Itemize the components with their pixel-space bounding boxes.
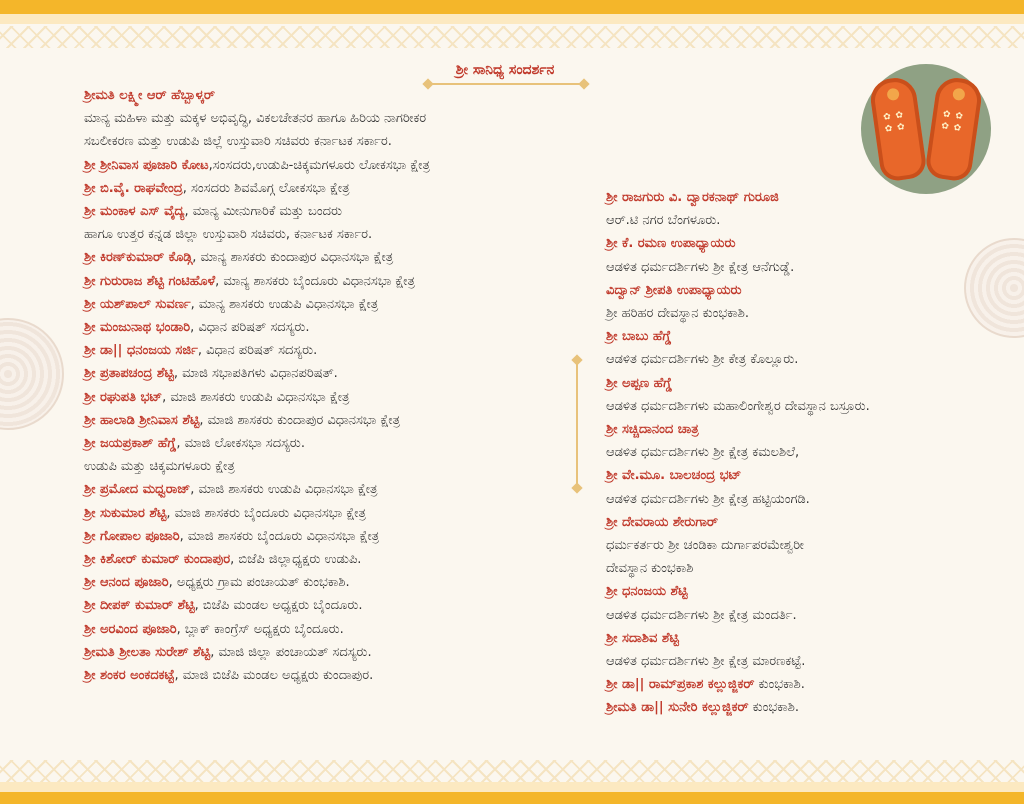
mandala-ornament-icon [0, 318, 64, 430]
right-column [606, 186, 1006, 720]
entry-heading-line [606, 279, 1006, 302]
entry-heading-line [84, 362, 584, 385]
person-entry [84, 339, 584, 362]
person-entry [84, 200, 584, 246]
person-description: ದೇವಸ್ಥಾನ ಕುಂಭಕಾಶಿ [606, 561, 694, 577]
person-entry [606, 511, 1006, 581]
person-name: ಶ್ರೀ ಡಾ|| ರಾಮ್‌ಪ್ರಕಾಶ ಕಲ್ಲುಜ್ಜಿಕರ್ [606, 677, 755, 693]
entry-heading-line [84, 293, 584, 316]
person-title: , ಮಾನ್ಯ ಶಾಸಕರು ಕುಂದಾಪುರ ವಿಧಾನಸಭಾ ಕ್ಷೇತ್ರ [192, 250, 394, 266]
person-description: ಆಡಳಿತ ಧರ್ಮದರ್ಶಿಗಳು ಮಹಾಲಿಂಗೇಶ್ವರ ದೇವಸ್ಥಾನ ಬಸ್ರೂರು. [606, 398, 870, 414]
page-title: ಶ್ರೀ ಸಾನಿಧ್ಯ ಸಂದರ್ಶನ [455, 62, 555, 78]
entry-heading-line [606, 418, 1006, 441]
person-entry [84, 641, 584, 664]
right-paduka-icon: ✿ ✿ ✿ ✿ [924, 75, 984, 182]
entry-heading-line [606, 372, 1006, 395]
entry-heading-line [84, 525, 584, 548]
entry-heading-line [84, 618, 584, 641]
person-entry [84, 293, 584, 316]
entry-heading-line [84, 571, 584, 594]
person-entry [606, 418, 1006, 464]
person-name: ಶ್ರೀ ಹಾಲಾಡಿ ಶ್ರೀನಿವಾಸ ಶೆಟ್ಟಿ [84, 412, 200, 428]
person-title: ,ಸಂಸದರು,ಉಡುಪಿ-ಚಿಕ್ಕಮಗಳೂರು ಲೋಕಸಭಾ ಕ್ಷೇತ್ರ [208, 157, 430, 173]
person-name: ಶ್ರೀ ಸಚ್ಚಿದಾನಂದ ಚಾತ್ರ [606, 422, 699, 438]
person-description: ಹಾಗೂ ಉತ್ತರ ಕನ್ನಡ ಜಿಲ್ಲಾ ಉಸ್ತುವಾರಿ ಸಚಿವರು, ಕರ್ನಾಟಕ ಸರ್ಕಾರ. [84, 227, 373, 243]
person-name: ಶ್ರೀ ಧನಂಜಯ ಶೆಟ್ಟಿ [606, 584, 688, 600]
person-entry [84, 664, 584, 687]
person-name: ಶ್ರೀ ಗೋಪಾಲ ಪೂಜಾರಿ [84, 528, 180, 544]
entry-heading-line [606, 696, 1006, 719]
top-border-inner [0, 14, 1024, 24]
person-name: ಶ್ರೀ ಬಾಬು ಹೆಗ್ಡೆ [606, 329, 672, 345]
person-name: ಶ್ರೀ ದೀಪಕ್ ಕುಮಾರ್ ಶೆಟ್ಟಿ [84, 598, 195, 614]
person-entry [84, 478, 584, 501]
person-entry [84, 270, 584, 293]
entry-heading-line [84, 502, 584, 525]
person-title: , ವಿಧಾನ ಪರಿಷತ್ ಸದಸ್ಯರು. [197, 343, 318, 359]
person-name: ಶ್ರೀ ಪ್ರತಾಪಚಂದ್ರ ಶೆಟ್ಟಿ [84, 366, 174, 382]
left-column [84, 84, 584, 687]
person-entry [84, 84, 584, 154]
person-name: ಶ್ರೀ ಜಯಪ್ರಕಾಶ್ ಹೆಗ್ಡೆ [84, 436, 177, 452]
person-title: , ಮಾಜಿ ಜಿಲ್ಲಾ ಪಂಚಾಯತ್ ಸದಸ್ಯರು. [210, 644, 372, 660]
entry-heading-line [84, 246, 584, 269]
person-entry [84, 618, 584, 641]
entry-heading-line [84, 664, 584, 687]
person-title: , ಅಧ್ಯಕ್ಷರು ಗ್ರಾಮ ಪಂಚಾಯತ್ ಕುಂಭಕಾಶಿ. [168, 575, 350, 591]
person-title: , ಮಾನ್ಯ ಮೀನುಗಾರಿಕೆ ಮತ್ತು ಬಂದರು [184, 204, 343, 220]
person-name: ಶ್ರೀ ವೇ.ಮೂ. ಬಾಲಚಂದ್ರ ಭಟ್ [606, 468, 742, 484]
bottom-border-inner [0, 782, 1024, 792]
person-entry [606, 232, 1006, 278]
person-name: ಶ್ರೀ ರಘುಪತಿ ಭಟ್ [84, 389, 163, 405]
person-name: ಶ್ರೀ ಪ್ರಮೋದ ಮಧ್ವರಾಜ್ [84, 482, 191, 498]
person-description: ಆಡಳಿತ ಧರ್ಮದರ್ಶಿಗಳು ಶ್ರೀ ಕ್ಷೇತ್ರ ಆನೆಗುಡ್ಡೆ. [606, 259, 795, 275]
person-name: ಶ್ರೀ ಕಿರಣ್‌ಕುಮಾರ್ ಕೊಡ್ಗಿ [84, 250, 193, 266]
person-title: , ಮಾಜಿ ಶಾಸಕರು ಉಡುಪಿ ವಿಧಾನಸಭಾ ಕ್ಷೇತ್ರ [162, 389, 350, 405]
person-title: , ಬಿಜೆಪಿ ಜಿಲ್ಲಾಧ್ಯಕ್ಷರು ಉಡುಪಿ. [230, 552, 362, 568]
person-entry [84, 548, 584, 571]
person-name: ಶ್ರೀ ಯಶ್‌ಪಾಲ್ ಸುವರ್ಣ [84, 296, 191, 312]
person-name: ಶ್ರೀ ರಾಜಗುರು ವಿ. ದ್ವಾರಕನಾಥ್ ಗುರೂಜಿ [606, 190, 779, 205]
person-description: ಆರ್.ಟಿ ನಗರ ಬೆಂಗಳೂರು. [606, 213, 721, 229]
person-entry [606, 186, 1006, 232]
entry-heading-line [84, 594, 584, 617]
person-title: , ಬಿಜೆಪಿ ಮಂಡಲ ಅಧ್ಯಕ್ಷರು ಬೈಂದೂರು. [194, 598, 363, 614]
entry-heading-line [84, 177, 584, 200]
person-description: ಆಡಳಿತ ಧರ್ಮದರ್ಶಿಗಳು ಶ್ರೀ ಕ್ಷೇತ್ರ ಮಂದರ್ತಿ. [606, 607, 797, 623]
person-title: , ಮಾಜಿ ಬಿಜೆಪಿ ಮಂಡಲ ಅಧ್ಯಕ್ಷರು ಕುಂದಾಪುರ. [174, 668, 374, 684]
person-name: ಶ್ರೀ ಕೆ. ರಮಣ ಉಪಾಧ್ಯಾಯರು [606, 236, 736, 252]
entry-heading-line [606, 186, 1006, 209]
person-name: ಶ್ರೀ ಬಿ.ವೈ. ರಾಘವೇಂದ್ರ [84, 180, 183, 196]
person-entry [84, 409, 584, 432]
person-title: ಕುಂಭಕಾಶಿ. [748, 700, 799, 716]
person-name: ಶ್ರೀಮತಿ ಲಕ್ಷ್ಮೀ ಆರ್ ಹೆಬ್ಬಾಳ್ಕರ್ [84, 88, 215, 103]
entry-heading-line [606, 464, 1006, 487]
person-title: , ಸಂಸದರು ಶಿವಮೊಗ್ಗ ಲೋಕಸಭಾ ಕ್ಷೇತ್ರ [182, 180, 350, 196]
person-title: , ಮಾನ್ಯ ಶಾಸಕರು ಉಡುಪಿ ವಿಧಾನಸಭಾ ಕ್ಷೇತ್ರ [190, 296, 379, 312]
person-title: , ಮಾಜಿ ಶಾಸಕರು ಬೈಂದೂರು ವಿಧಾನಸಭಾ ಕ್ಷೇತ್ರ [179, 528, 380, 544]
entry-heading-line [84, 548, 584, 571]
person-description: ಆಡಳಿತ ಧರ್ಮದರ್ಶಿಗಳು ಶ್ರೀ ಕ್ಷೇತ್ರ ಹಟ್ಟಿಯಂಗಡಿ. [606, 491, 810, 507]
top-lattice-pattern [0, 26, 1024, 48]
top-border-band [0, 0, 1024, 14]
person-title: , ವಿಧಾನ ಪರಿಷತ್ ಸದಸ್ಯರು. [190, 320, 310, 336]
person-description: ಉಡುಪಿ ಮತ್ತು ಚಿಕ್ಕಮಗಳೂರು ಕ್ಷೇತ್ರ [84, 459, 235, 475]
person-name: ಶ್ರೀಮತಿ ಶ್ರೀಲತಾ ಸುರೇಶ್ ಶೆಟ್ಟಿ [84, 644, 211, 660]
person-entry [84, 246, 584, 269]
person-name: ಶ್ರೀ ಶ್ರೀನಿವಾಸ ಪೂಜಾರಿ ಕೋಟ [84, 157, 209, 173]
person-name: ಶ್ರೀ ಸುಕುಮಾರ ಶೆಟ್ಟಿ [84, 505, 167, 521]
person-entry [606, 372, 1006, 418]
entry-heading-line [84, 641, 584, 664]
person-entry [606, 325, 1006, 371]
person-title: , ಮಾನ್ಯ ಶಾಸಕರು ಬೈಂದೂರು ವಿಧಾನಸಭಾ ಕ್ಷೇತ್ರ [215, 273, 415, 289]
person-name: ಶ್ರೀ ಮಂಜುನಾಥ ಭಂಡಾರಿ [84, 320, 191, 336]
person-title: , ಮಾಜಿ ಶಾಸಕರು ಕುಂದಾಪುರ ವಿಧಾನಸಭಾ ಕ್ಷೇತ್ರ [199, 412, 401, 428]
person-name: ಶ್ರೀ ಕಿಶೋರ್ ಕುಮಾರ್ ಕುಂದಾಪುರ [84, 552, 231, 568]
entry-heading-line [606, 673, 1006, 696]
person-entry [84, 594, 584, 617]
person-name: ಶ್ರೀ ಆನಂದ ಪೂಜಾರಿ [84, 575, 169, 591]
person-description: ಆಡಳಿತ ಧರ್ಮದರ್ಶಿಗಳು ಶ್ರೀ ಕೇತ್ರ ಕೊಲ್ಲೂರು. [606, 352, 799, 368]
person-name: ಶ್ರೀ ಡಾ|| ಧನಂಜಯ ಸರ್ಜಿ [84, 343, 198, 359]
person-name: ಶ್ರೀ ಸದಾಶಿವ ಶೆಟ್ಟಿ [606, 630, 679, 646]
person-entry [84, 154, 584, 177]
entry-heading-line [84, 432, 584, 455]
person-entry [84, 525, 584, 548]
person-title: ಕುಂಭಕಾಶಿ. [754, 677, 805, 693]
entry-heading-line [84, 409, 584, 432]
entry-heading-line [84, 154, 584, 177]
person-entry [84, 316, 584, 339]
entry-heading-line [606, 580, 1006, 603]
person-title: , ಮಾಜಿ ಲೋಕಸಭಾ ಸದಸ್ಯರು. [176, 436, 305, 452]
person-entry [84, 571, 584, 594]
person-description: ಆಡಳಿತ ಧರ್ಮದರ್ಶಿಗಳು ಶ್ರೀ ಕ್ಷೇತ್ರ ಕಮಲಶಿಲೆ, [606, 445, 800, 461]
paduka-icon [861, 64, 991, 194]
person-entry [84, 502, 584, 525]
person-description: ಧರ್ಮಕರ್ತರು ಶ್ರೀ ಚಂಡಿಕಾ ದುರ್ಗಾಪರಮೇಶ್ವರೀ [606, 538, 804, 554]
entry-heading-line [606, 232, 1006, 255]
person-name: ವಿದ್ವಾನ್ ಶ್ರೀಪತಿ ಉಪಾಧ್ಯಾಯರು [606, 282, 742, 298]
person-entry [606, 696, 1006, 719]
person-title: , ಮಾಜಿ ಶಾಸಕರು ಬೈಂದೂರು ವಿಧಾನಸಭಾ ಕ್ಷೇತ್ರ [166, 505, 366, 521]
person-entry [606, 580, 1006, 626]
person-description: ಶ್ರೀ ಹರಿಹರ ದೇವಸ್ಥಾನ ಕುಂಭಕಾಶಿ. [606, 306, 749, 322]
person-entry [84, 432, 584, 478]
person-name: ಶ್ರೀ ಗುರುರಾಜ ಶೆಟ್ಟಿ ಗಂಟಿಹೊಳೆ [84, 273, 216, 289]
person-entry [606, 279, 1006, 325]
left-paduka-icon: ✿ ✿ ✿ ✿ [868, 75, 928, 182]
person-name: ಶ್ರೀ ಅರವಿಂದ ಪೂಜಾರಿ [84, 621, 177, 637]
person-name: ಶ್ರೀ ದೇವರಾಯ ಶೇರುಗಾರ್ [606, 514, 718, 530]
bottom-border-band [0, 792, 1024, 804]
person-entry [606, 673, 1006, 696]
entry-heading-line [606, 627, 1006, 650]
entry-heading-line [84, 270, 584, 293]
entry-heading-line [84, 316, 584, 339]
person-name: ಶ್ರೀ ಮಂಕಾಳ ಎಸ್ ವೈದ್ಯ [84, 204, 185, 220]
person-title: , ಬ್ಲಾಕ್ ಕಾಂಗ್ರೆಸ್ ಅಧ್ಯಕ್ಷರು ಬೈಂದೂರು. [176, 621, 344, 637]
person-name: ಶ್ರೀಮತಿ ಡಾ|| ಸುನೇರಿ ಕಲ್ಲುಜ್ಜಿಕರ್ [606, 700, 749, 716]
entry-heading-line [84, 84, 584, 107]
entry-heading-line [606, 325, 1006, 348]
person-description: ಆಡಳಿತ ಧರ್ಮದರ್ಶಿಗಳು ಶ್ರೀ ಕ್ಷೇತ್ರ ಮಾರಣಕಟ್ಟೆ. [606, 654, 806, 670]
person-entry [84, 362, 584, 385]
entry-heading-line [84, 386, 584, 409]
person-entry [84, 177, 584, 200]
person-name: ಶ್ರೀ ಅಪ್ಪಣ ಹೆಗ್ಡೆ [606, 375, 673, 391]
person-title: , ಮಾಜಿ ಸಭಾಪತಿಗಳು ವಿಧಾನಪರಿಷತ್. [173, 366, 338, 382]
entry-heading-line [84, 478, 584, 501]
person-entry [84, 386, 584, 409]
person-title: , ಮಾಜಿ ಶಾಸಕರು ಉಡುಪಿ ವಿಧಾನಸಭಾ ಕ್ಷೇತ್ರ [190, 482, 378, 498]
person-entry [606, 627, 1006, 673]
entry-heading-line [84, 200, 584, 223]
entry-heading-line [606, 511, 1006, 534]
person-description: ಸಬಲೀಕರಣ ಮತ್ತು ಉಡುಪಿ ಜಿಲ್ಲೆ ಉಸ್ತುವಾರಿ ಸಚಿವರು ಕರ್ನಾಟಕ ಸರ್ಕಾರ. [84, 134, 392, 150]
person-entry [606, 464, 1006, 510]
person-description: ಮಾನ್ಯ ಮಹಿಳಾ ಮತ್ತು ಮಕ್ಕಳ ಅಭಿವೃದ್ಧಿ, ವಿಕಲಚೇತನರ ಹಾಗೂ ಹಿರಿಯ ನಾಗರೀಕರ [84, 111, 427, 127]
bottom-lattice-pattern [0, 760, 1024, 782]
person-name: ಶ್ರೀ ಶಂಕರ ಅಂಕದಕಟ್ಟೆ [84, 668, 175, 684]
entry-heading-line [84, 339, 584, 362]
